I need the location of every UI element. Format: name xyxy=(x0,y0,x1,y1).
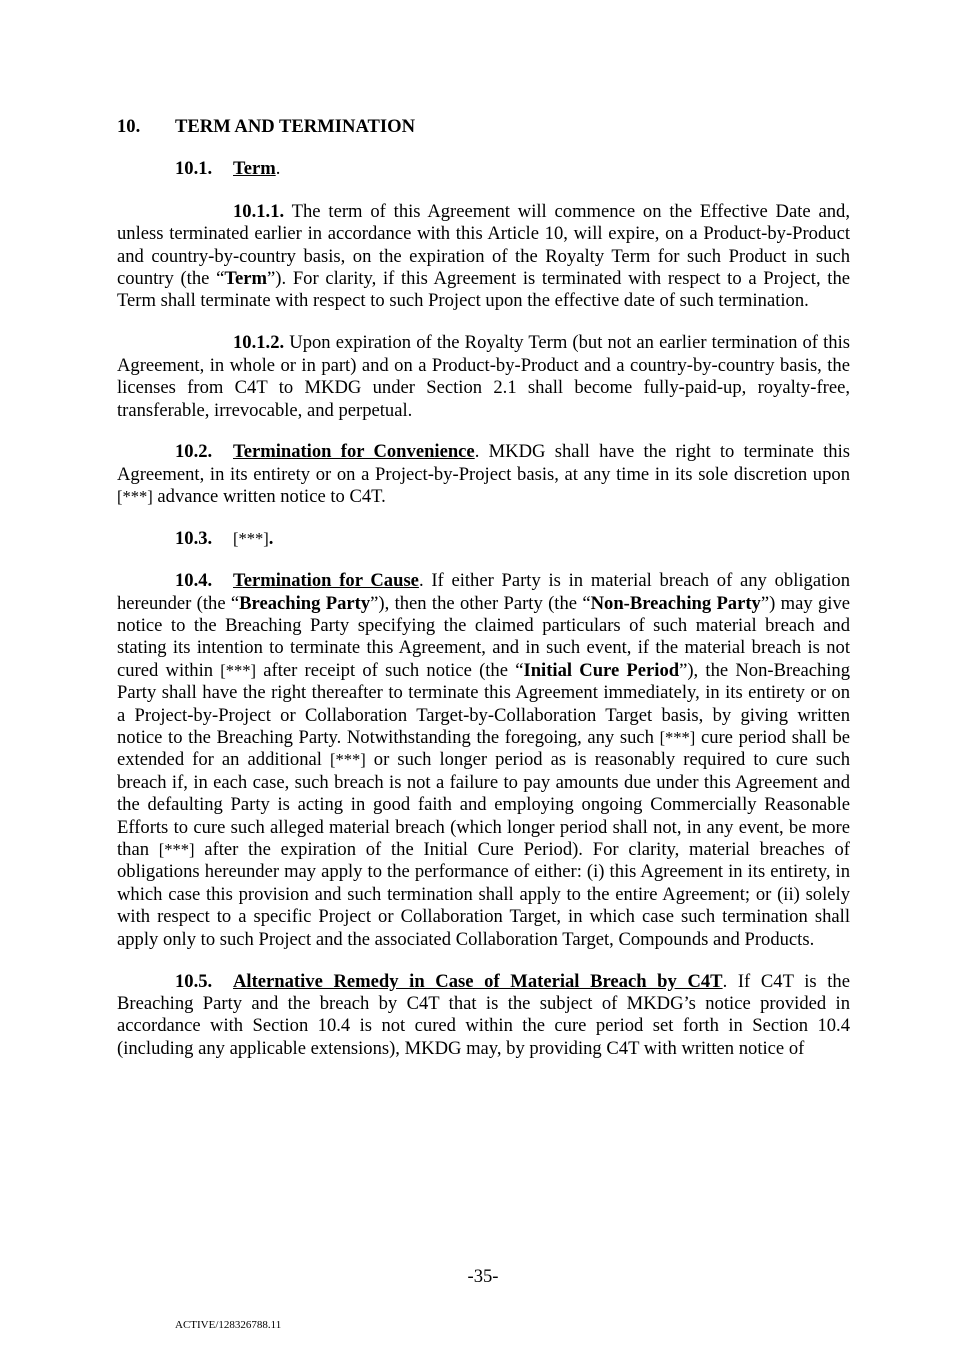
clause-text: cure period shall be extended for an additional xyxy=(117,726,850,771)
clause-number: 10.1.1. xyxy=(233,200,285,222)
clause-10-5 xyxy=(117,971,850,1061)
clause-text: . If either Party is in material breach of any obligation hereunder (the “ xyxy=(117,570,850,614)
clause-text: ”) may give notice to the Breaching Party specifying the claimed particulars of such material breach and stating its intention to terminate this Agreement, and in such event, if the material breach is not cured within xyxy=(117,592,850,681)
clause-text: Upon expiration of the Royalty Term (but not an earlier termination of this Agreement, in whole or in part) and on a Product-by-Product and a country-by-country basis, the licenses from C4T to MKDG under Section 2.1 shall become fully-paid-up, royalty-free, transferable, irrevocable, and perpetual. xyxy=(117,332,850,421)
defined-term: Breaching Party xyxy=(239,592,371,614)
document-id: ACTIVE/128326788.11 xyxy=(175,1319,282,1331)
clause-text: . If C4T is the Breaching Party and the breach by C4T that is the subject of MKDG’s notice provided in accordance with Section 10.4 is not cured within the cure period set forth in Section 10.4 (including any applicable extensions), MKDG may, by providing C4T with written notice of xyxy=(117,970,850,1059)
section-number: 10. xyxy=(117,116,141,137)
clause-10-4 xyxy=(117,570,850,951)
clause-text: after the expiration of the Initial Cure Period). For clarity, material breaches of obligations hereunder may apply to the performance of either: (i) this Agreement in its entirety, in which case this provision and such termination shall apply to the entire Agreement; or (ii) solely with respect to a specific Project or Collaboration Target, in which case such termination shall apply only to such Project and the associated Collaboration Target, Compounds and Products. xyxy=(117,838,850,950)
clause-10-3 xyxy=(117,528,850,550)
clause-10-1-1 xyxy=(117,201,850,313)
section-title: TERM AND TERMINATION xyxy=(175,116,416,137)
clause-number: 10.4. xyxy=(175,570,213,592)
defined-term: Term xyxy=(224,268,268,290)
subsection-number: 10.1. xyxy=(175,158,213,180)
page-number: -35- xyxy=(467,1266,499,1287)
document-page xyxy=(117,116,850,1080)
clause-title: Termination for Convenience xyxy=(233,441,475,463)
clause-text: The term of this Agreement will commence on the Effective Date and, unless terminated earlier in accordance with this Article 10, will expire, on a Product-by-Product and country-by-country basis, on the expiration of the Royalty Term for such Product in such country (the “ xyxy=(117,200,850,290)
clause-text: . MKDG shall have the right to terminate this Agreement, in its entirety or on a Project-by-Project basis, at any time in its sole discretion upon xyxy=(117,441,850,485)
redaction: [***] xyxy=(329,750,366,770)
clause-number: 10.1.2. xyxy=(233,332,285,354)
subsection-title: Term xyxy=(233,158,276,180)
clause-text: ”). For clarity, if this Agreement is terminated with respect to a Project, the Term shall terminate with respect to such Project upon the effective date of such termination. xyxy=(117,268,850,312)
defined-term: Non-Breaching Party xyxy=(590,592,761,614)
clause-text: advance written notice to C4T. xyxy=(152,486,386,508)
clause-10-1-2 xyxy=(117,332,850,422)
clause-title: Alternative Remedy in Case of Material Breach by C4T xyxy=(233,970,723,992)
defined-term: Initial Cure Period xyxy=(523,659,680,681)
redaction: [***] xyxy=(220,660,257,680)
redaction: [***] xyxy=(158,839,195,859)
section-heading xyxy=(117,116,850,138)
clause-text: ”), the Non-Breaching Party shall have the right thereafter to terminate this Agreement immediately, in its entirety or on a Project-by-Project or Collaboration Target-by-Collaboration Target basis, by giving written notice to the Breaching Party. Notwithstanding the foregoing, any such xyxy=(117,659,851,748)
clause-text: after receipt of such notice (the “ xyxy=(256,659,524,681)
punctuation: . xyxy=(275,158,281,180)
redaction: [***] xyxy=(659,727,696,747)
clause-number: 10.3. xyxy=(175,528,213,550)
clause-number: 10.5. xyxy=(175,970,213,992)
clause-number: 10.2. xyxy=(175,441,213,463)
redaction: [***] xyxy=(233,529,269,549)
clause-10-2 xyxy=(117,441,850,508)
subsection-10-1-heading xyxy=(117,158,850,180)
punctuation: . xyxy=(268,528,274,550)
clause-text: or such longer period as is reasonably required to cure such breach if, in each case, such breach is not a failure to pay amounts due under this Agreement and the defaulting Party is acting in good faith and employing ongoing Commercially Reasonable Efforts to cure such alleged material breach (which longer period shall not, in any event, be more than xyxy=(117,749,850,860)
redaction: [***] xyxy=(117,487,153,507)
clause-title: Termination for Cause xyxy=(233,570,419,592)
clause-text: ”), then the other Party (the “ xyxy=(370,592,591,614)
